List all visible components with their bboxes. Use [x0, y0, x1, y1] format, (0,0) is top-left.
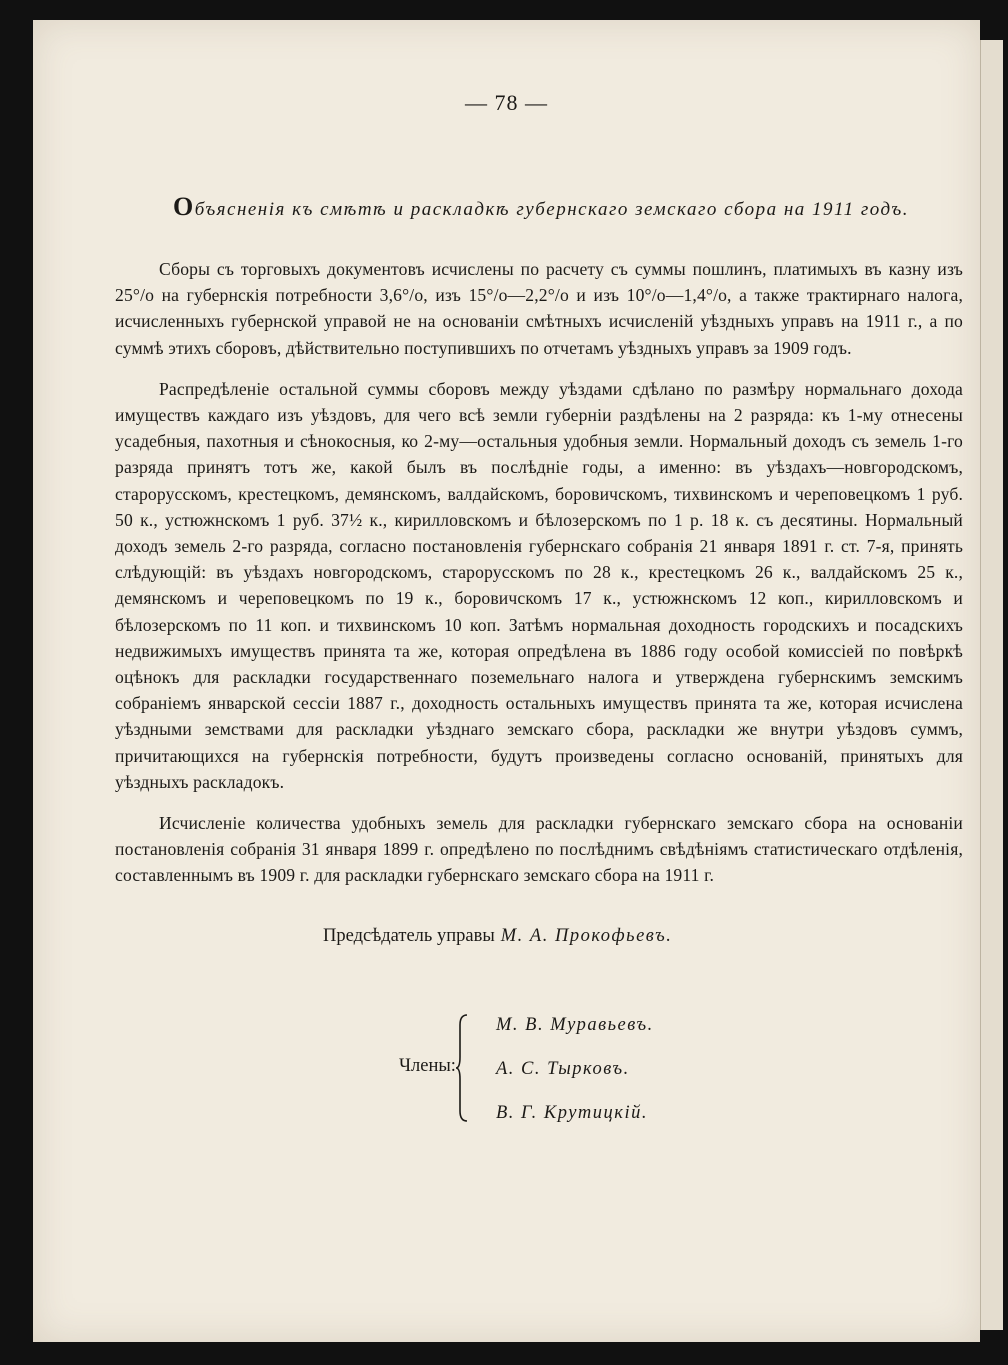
member-name: М. В. Муравьевъ. — [496, 1015, 654, 1035]
document-page — [33, 20, 980, 1342]
adjacent-page-edge — [980, 40, 1003, 1330]
heading-text: бъясненія къ смѣтѣ и раскладкѣ губернскаго земскаго сбора на 1911 годъ. — [194, 199, 910, 220]
member-name: В. Г. Крутицкій. — [496, 1103, 648, 1123]
chairman-signature-line — [323, 926, 672, 947]
members-brace-icon — [455, 1013, 469, 1123]
heading-initial-letter: О — [173, 192, 195, 221]
document-heading — [173, 192, 909, 222]
member-name: А. С. Тырковъ. — [496, 1059, 630, 1079]
document-body — [115, 256, 963, 904]
chairman-name: М. А. Прокофьевъ. — [500, 926, 673, 946]
paragraph-trade-documents: Сборы съ торговыхъ документовъ исчислены по расчету съ суммы пошлинъ, платимыхъ въ казну изъ 25°/о на губернскія потребности 3,6°/о, изъ 15°/о—2,2°/о и изъ 10°/о—1,4°/о, а также трактирнаго налога, исчисленныхъ губернской управой не на основаніи смѣтныхъ исчисленій уѣздныхъ управъ на 1911 г., а по суммѣ этихъ сборовъ, дѣйствительно поступившихъ по отчетамъ уѣздныхъ управъ за 1909 годъ. — [115, 259, 963, 358]
paragraph-distribution: Распредѣленіе остальной суммы сборовъ между уѣздами сдѣлано по размѣру нормальнаго дохода имуществъ каждаго изъ уѣздовъ, для чего всѣ земли губерніи раздѣлены на 2 разряда: къ 1-му отнесены усадебныя, пахотныя и сѣнокосныя, ко 2-му—остальныя удобныя земли. Нормальный доходъ съ земель 1-го разряда принятъ тотъ же, какой былъ въ послѣдніе годы, а именно: въ уѣздахъ—новгородскомъ, старорусскомъ, крестецкомъ, демянскомъ, валдайскомъ, боровичскомъ, тихвинскомъ и череповецкомъ 1 руб. 50 к., устюжнскомъ 1 руб. 37½ к., кирилловскомъ и бѣлозерскомъ по 1 р. 18 к. съ десятины. Нормальный доходъ земель 2-го разряда, согласно постановленія губернскаго собранія 21 января 1891 г. ст. 7-я, принять слѣдующій: въ уѣздахъ новгородскомъ, старорусскомъ по 28 к., крестецкомъ 26 к., валдайскомъ 25 к., демянскомъ и череповецкомъ по 19 к., боровичскомъ 17 к., устюжнскомъ 12 коп., кирилловскомъ и бѣлозерскомъ по 11 коп. и тихвинскомъ 10 коп. Затѣмъ нормальная доходность городскихъ и посадскихъ недвижимыхъ имуществъ принята та же, которая опредѣлена въ 1886 году особой комиссіей по повѣркѣ оцѣнокъ для раскладки государственнаго поземельнаго налога и утверждена губернскимъ земскимъ собраніемъ январской сессіи 1887 г., доходность остальныхъ имуществъ принята та же, которая исчислена уѣздными земствами для раскладки уѣзднаго земскаго сбора, раскладки же внутри уѣздовъ суммъ, причитающихся на губернскія потребности, будутъ произведены согласно основаній, принятыхъ для уѣздныхъ раскладокъ. — [115, 378, 963, 792]
paragraph-land-calculation: Исчисленіе количества удобныхъ земель для раскладки губернскаго земскаго сбора на основаніи постановленія собранія 31 января 1899 г. опредѣлено по послѣднимъ свѣдѣніямъ статистическаго отдѣленія, составленнымъ въ 1909 г. для раскладки губернскаго земскаго сбора на 1911 г. — [115, 813, 963, 886]
page-number: — 78 — — [465, 90, 548, 115]
chairman-label: Предсѣдатель управы — [323, 926, 495, 946]
members-list — [496, 1010, 654, 1142]
members-label: Члены: — [399, 1056, 456, 1076]
